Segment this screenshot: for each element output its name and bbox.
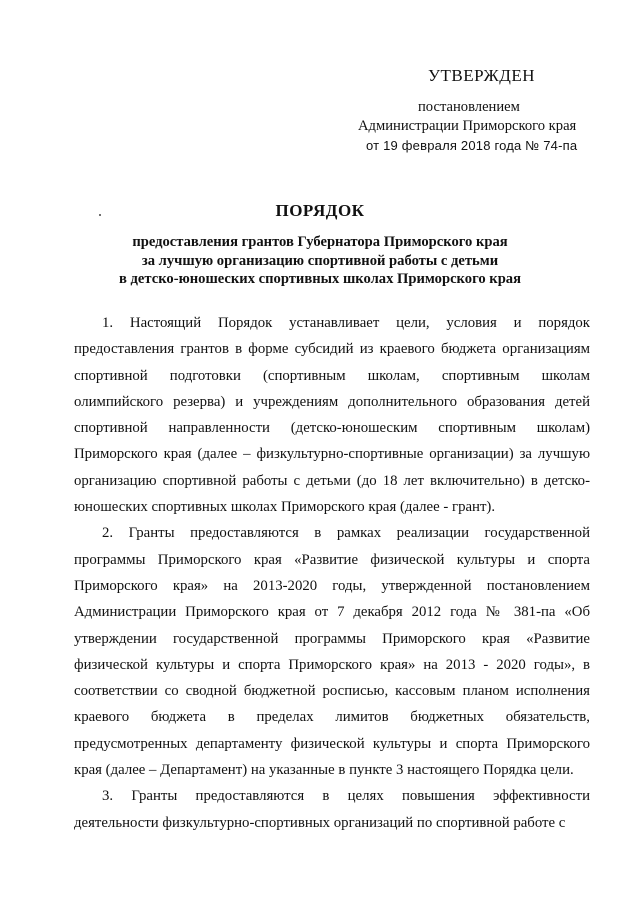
document-subtitle	[0, 233, 640, 289]
approval-line-date-number: от 19 февраля 2018 года № 74-па	[366, 138, 578, 153]
paragraph-1: 1. Настоящий Порядок устанавливает цели, условия и порядок предоставления грантов в форме субсидий из краевого бюджета организациям спортивной подготовки (спортивным школам, спортивным школам олимпийского резерва) и учреждениям дополнительного образования детей спортивной направленности (детско-юношеским спортивным школам) Приморского края (далее – физкультурно-спортивные организации) за лучшую организацию спортивной работы с детьми (до 18 лет включительно) в детско-юношеских спортивных школах Приморского края (далее - грант).	[74, 315, 590, 516]
subtitle-line-1: предоставления грантов Губернатора Приморского края	[132, 234, 508, 250]
approval-line-administration: Администрации Приморского края	[358, 118, 577, 134]
approval-line-decree: постановлением	[418, 99, 520, 115]
document-body	[74, 310, 590, 836]
subtitle-line-3: в детско-юношеских спортивных школах Приморского края	[119, 271, 521, 287]
document-title: ПОРЯДОК	[275, 201, 365, 220]
paragraph-3: 3. Гранты предоставляются в целях повышения эффективности деятельности физкультурно-спортивных организаций по спортивной работе с	[74, 788, 590, 831]
subtitle-line-2: за лучшую организацию спортивной работы с детьми	[141, 252, 499, 269]
approved-heading: УТВЕРЖДЕН	[428, 66, 535, 85]
paragraph-2: 2. Гранты предоставляются в рамках реализации государственной программы Приморского края «Развитие физической культуры и спорта Приморского края» на 2013-2020 годы, утвержденной постановлением Администрации Приморского края от 7 декабря 2012 года № 381-па «Об утверждении государственной программы Приморского края «Развитие физической культуры и спорта Приморского края» на 2013 - 2020 годы», в соответствии со сводной бюджетной росписью, кассовым планом исполнения краевого бюджета в пределах лимитов бюджетных обязательств, предусмотренных департаменту физической культуры и спорта Приморского края (далее – Департамент) на указанные в пункте 3 настоящего Порядка цели.	[74, 525, 590, 779]
